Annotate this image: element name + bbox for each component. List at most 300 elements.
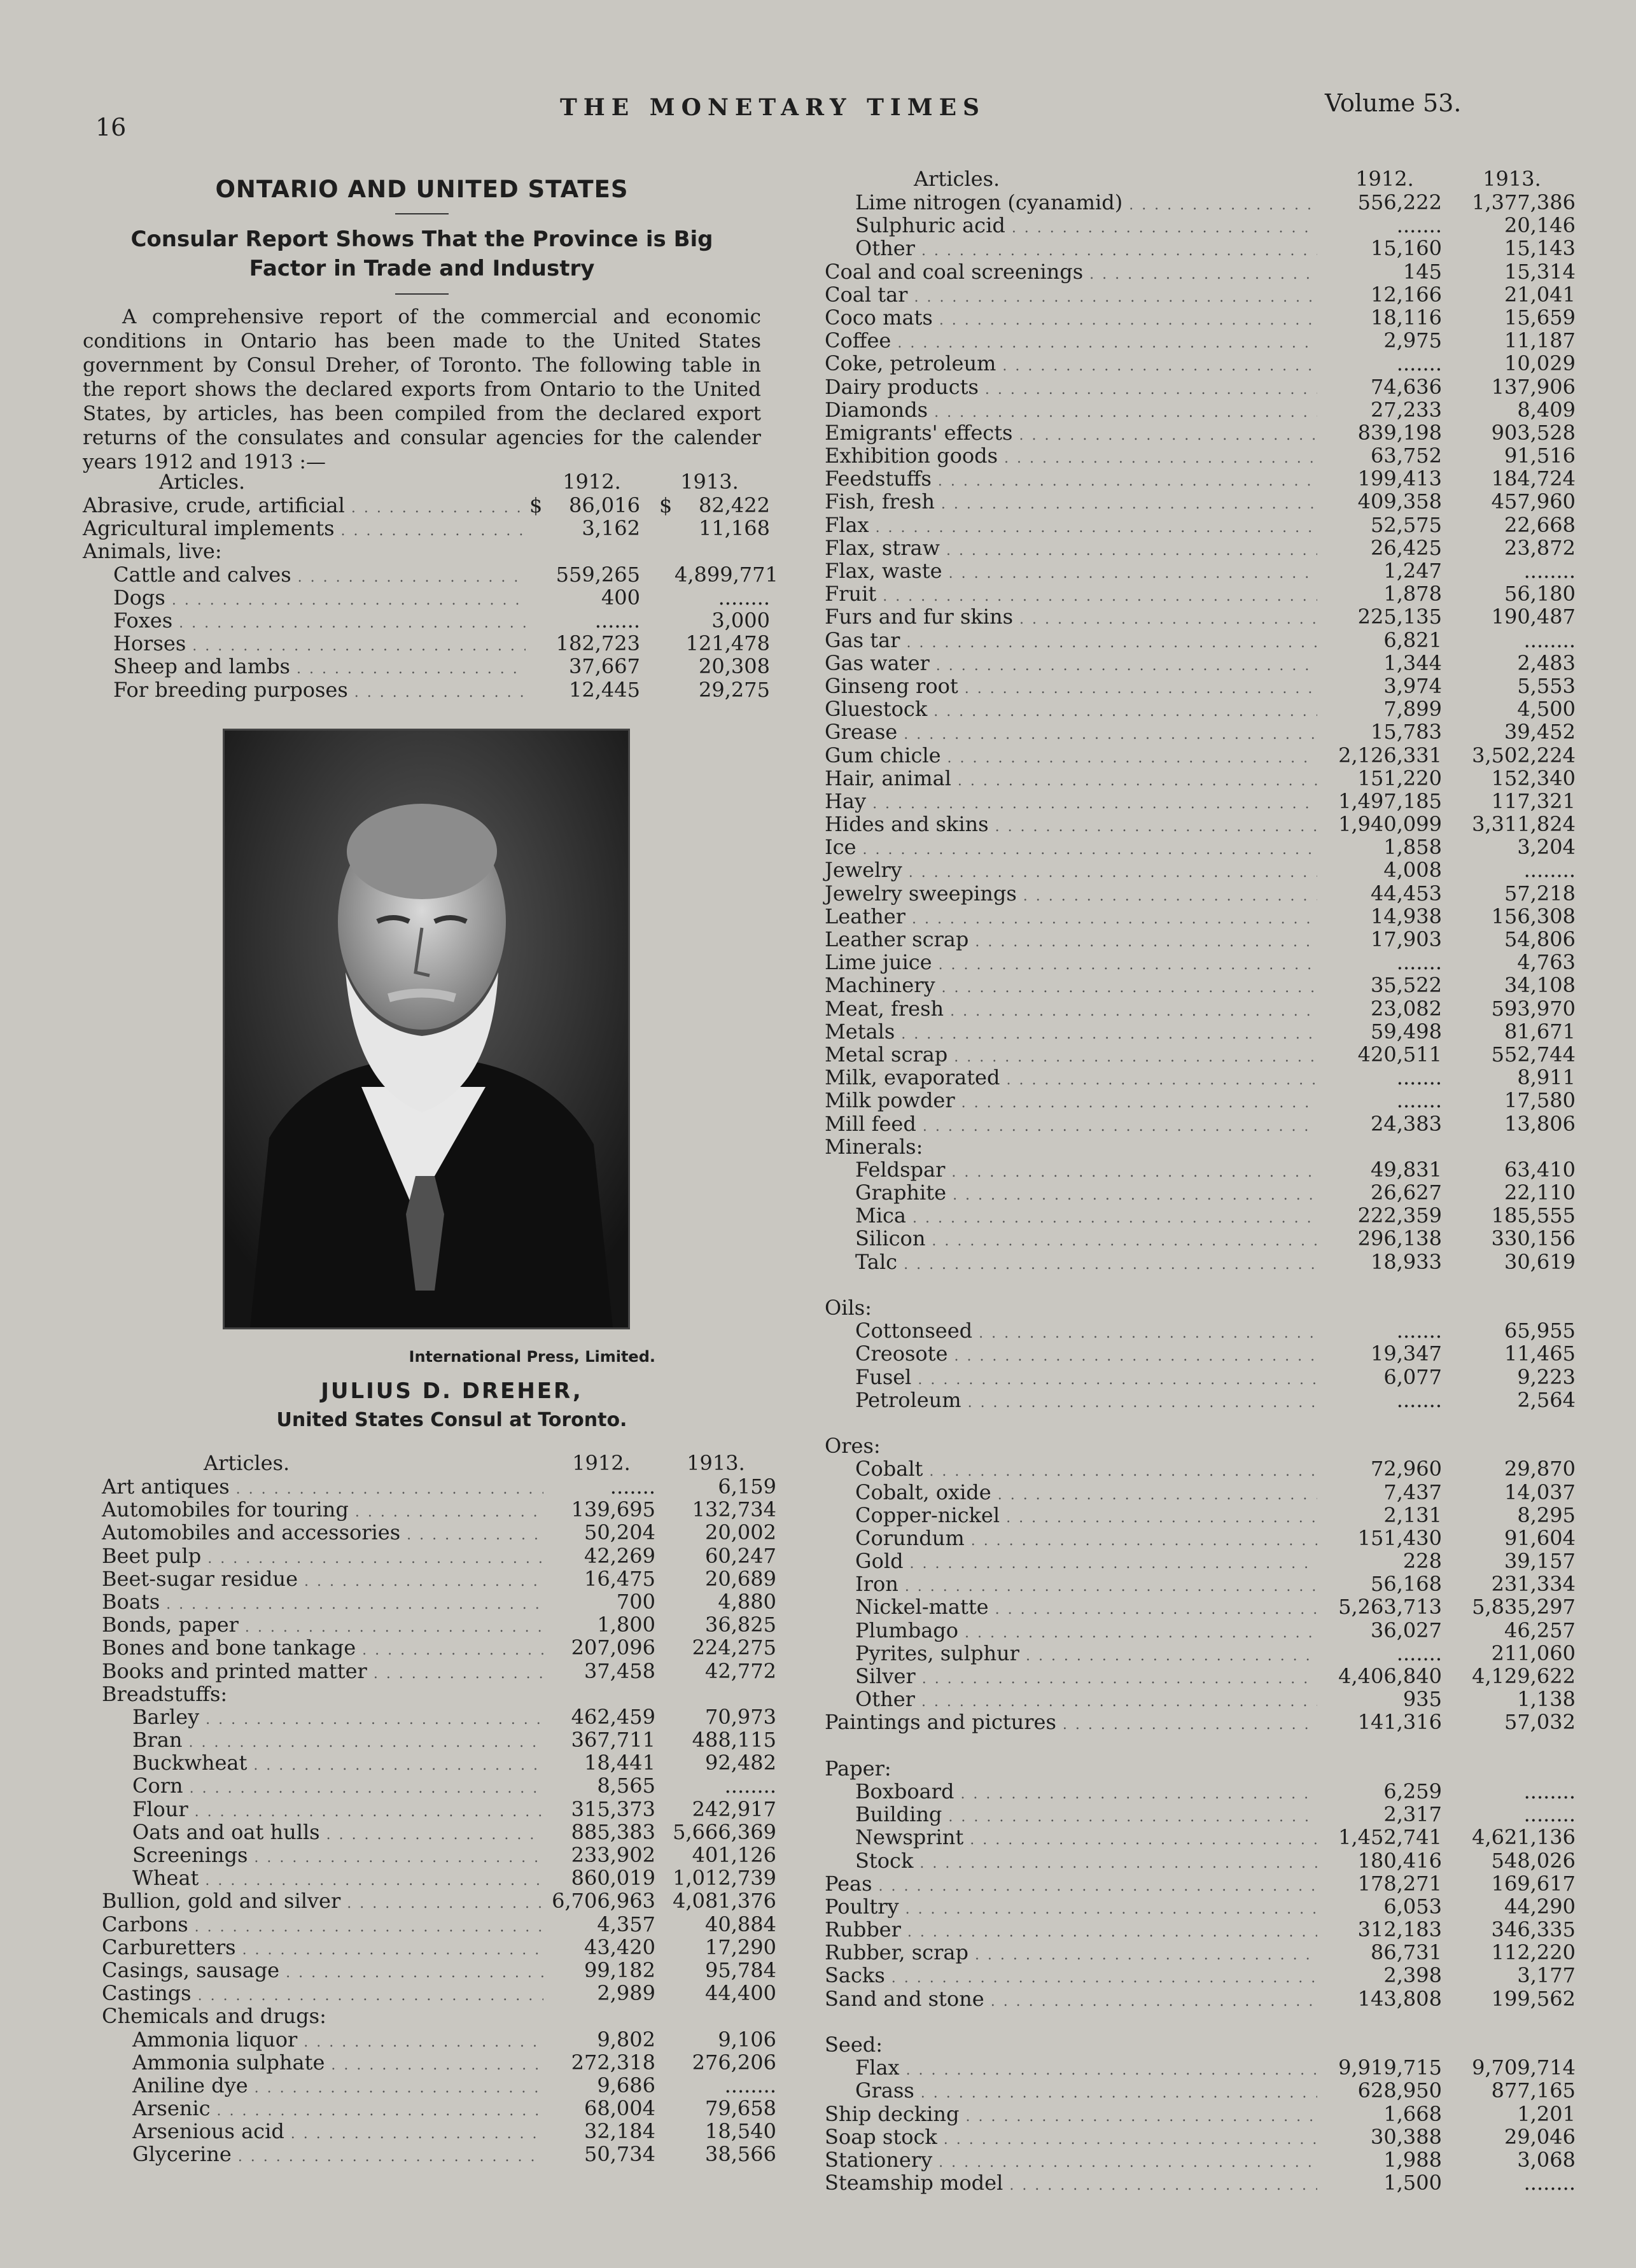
year-1912-header: 1912.	[563, 470, 621, 494]
value-1912: 27,233	[1371, 397, 1442, 422]
article-label: Jewelry	[825, 858, 902, 883]
leader-dots	[938, 470, 1317, 493]
value-1912: 151,220	[1357, 766, 1442, 790]
table-row	[825, 1389, 1576, 1411]
value-1912: 139,695	[571, 1497, 655, 1522]
article-label: Aniline dye	[132, 2073, 248, 2097]
article-label: Boxboard	[855, 1779, 954, 1803]
table-row	[83, 517, 770, 540]
article-label: Sacks	[825, 1963, 885, 1988]
value-1913: 11,465	[1504, 1341, 1576, 1366]
leader-dots	[975, 931, 1317, 954]
article-label: Dairy products	[825, 374, 979, 399]
leader-dots	[923, 1116, 1317, 1138]
table-row	[825, 1642, 1576, 1665]
value-1912: 8,565	[597, 1774, 655, 1798]
value-1913: 552,744	[1491, 1042, 1576, 1067]
leader-dots	[255, 2077, 543, 2100]
value-1913: 4,621,136	[1472, 1825, 1576, 1850]
leader-dots	[907, 1921, 1317, 1944]
value-1912: 63,752	[1371, 444, 1442, 468]
value-1912: 315,373	[571, 1796, 655, 1821]
divider	[395, 213, 449, 214]
article-label: Flax, straw	[825, 535, 940, 560]
leader-dots	[341, 520, 526, 543]
article-label: Ammonia liquor	[132, 2027, 298, 2052]
leader-dots	[954, 1046, 1317, 1069]
value-1913: 42,772	[705, 1658, 776, 1683]
value-1912: 17,903	[1371, 927, 1442, 951]
article-label: Automobiles for touring	[102, 1497, 349, 1522]
article-label: Flour	[132, 1796, 188, 1821]
leader-dots	[914, 286, 1317, 309]
table-row	[825, 1895, 1576, 1918]
table-row	[102, 2051, 776, 2074]
article-label: Machinery	[825, 973, 935, 998]
table-row	[83, 655, 770, 678]
leader-dots	[1009, 2174, 1317, 2197]
value-1913: ........	[1523, 858, 1576, 883]
table-row	[825, 928, 1576, 951]
exports-table-part1	[83, 470, 778, 702]
leader-dots	[921, 2082, 1317, 2105]
value-1913: 21,041	[1504, 282, 1576, 307]
article-label: Carbons	[102, 1912, 188, 1936]
value-1912: 143,808	[1357, 1986, 1442, 2011]
leader-dots	[912, 1207, 1317, 1230]
table-row	[825, 444, 1576, 467]
leader-dots	[960, 1783, 1317, 1806]
value-1912: 1,940,099	[1338, 812, 1442, 837]
value-1913: ........	[724, 2073, 776, 2097]
value-1913: ........	[724, 1774, 776, 1798]
value-1913: 9,106	[718, 2027, 776, 2052]
value-1912: 182,723	[556, 631, 640, 656]
article-label: Bullion, gold and silver	[102, 1889, 341, 1914]
leader-dots	[1129, 194, 1317, 217]
article-label: Corn	[132, 1774, 183, 1798]
leader-dots	[291, 2123, 543, 2146]
article-label: Casings, sausage	[102, 1957, 280, 1982]
leader-dots	[968, 1392, 1317, 1415]
leader-dots	[1004, 447, 1317, 470]
value-1912: 2,989	[597, 1981, 655, 2006]
value-1913: 13,806	[1504, 1111, 1576, 1136]
article-label: Emigrants' effects	[825, 420, 1013, 445]
value-1913: 10,029	[1504, 351, 1576, 376]
article-label: Corundum	[855, 1525, 965, 1550]
table-row	[825, 559, 1576, 582]
table-row	[825, 813, 1576, 836]
value-1913: 36,825	[705, 1613, 776, 1637]
article-label: Cottonseed	[855, 1319, 973, 1343]
value-1912: 52,575	[1371, 512, 1442, 537]
value-1913: 23,872	[1504, 535, 1576, 560]
article-label: Coffee	[825, 328, 891, 353]
value-1913: 184,724	[1491, 466, 1576, 491]
value-1912: 860,019	[571, 1866, 655, 1891]
leader-dots	[979, 1322, 1317, 1345]
article-label: Animals, live:	[83, 539, 222, 564]
article-label: Peas	[825, 1871, 872, 1896]
article-label: Gum chicle	[825, 743, 941, 767]
value-1913: 4,899,771	[675, 562, 778, 587]
article-label: Bran	[132, 1728, 183, 1753]
value-1912: 935	[1402, 1687, 1442, 1712]
table-row	[102, 1636, 776, 1659]
value-1912: 15,160	[1371, 236, 1442, 261]
value-1913: 156,308	[1491, 904, 1576, 928]
article-label: Castings	[102, 1981, 192, 2006]
value-1913: 137,906	[1491, 374, 1576, 399]
table-row	[102, 1866, 776, 1889]
article-label: Iron	[855, 1572, 898, 1597]
value-1913: 29,870	[1504, 1457, 1576, 1481]
table-row	[825, 1665, 1576, 1688]
value-1913: 3,177	[1517, 1963, 1576, 1988]
value-1912: 12,166	[1371, 282, 1442, 307]
value-1912: 18,441	[584, 1751, 655, 1775]
table-row	[825, 2010, 1576, 2033]
leader-dots	[351, 497, 526, 520]
volume-label: Volume 53.	[1325, 89, 1462, 117]
value-1912: 44,453	[1371, 881, 1442, 906]
table-row	[825, 1803, 1576, 1826]
value-1912: 6,821	[1383, 627, 1442, 652]
articles-column-header: Articles.	[159, 470, 246, 494]
article-label: Metals	[825, 1019, 895, 1044]
value-1913: 346,335	[1491, 1917, 1576, 1942]
table-row	[825, 858, 1576, 881]
value-1913: 70,973	[705, 1704, 776, 1729]
table-row	[825, 1872, 1576, 1895]
table-row	[825, 605, 1576, 628]
value-1912: 180,416	[1357, 1848, 1442, 1873]
article-label: Sulphuric acid	[855, 213, 1005, 238]
value-1912: 7,437	[1383, 1480, 1442, 1504]
leader-dots	[970, 1829, 1317, 1852]
value-1912: 1,800	[597, 1613, 655, 1637]
table-row	[825, 2033, 1576, 2056]
article-label: Diamonds	[825, 397, 928, 422]
article-label: Exhibition goods	[825, 444, 998, 468]
leader-dots	[932, 1230, 1317, 1253]
value-1913: 6,159	[718, 1474, 776, 1499]
table-row	[825, 1550, 1576, 1572]
value-1912: 199,413	[1357, 466, 1442, 491]
table-row	[825, 1734, 1576, 1757]
article-label: Oils:	[825, 1296, 872, 1320]
table-header	[102, 1451, 776, 1475]
article-intro: A comprehensive report of the commercial and economic conditions in Ontario has been made to the United States government by Consul Dreher, of Toronto. The following table in the report shows the declared exports from Ontario to the United States, by articles, has been compiled from the declared export returns of the consulates and consular agencies for the calender years 1912 and 1913 :—	[83, 305, 761, 473]
table-row	[102, 1913, 776, 1936]
value-1913: ........	[1523, 559, 1576, 583]
value-1913: 2,483	[1517, 650, 1576, 675]
value-1913: 903,528	[1491, 420, 1576, 445]
article-label: Books and printed matter	[102, 1658, 367, 1683]
article-label: Oats and oat hulls	[132, 1819, 320, 1844]
leader-dots	[195, 1916, 543, 1939]
value-1912: 145	[1402, 259, 1442, 284]
leader-dots	[326, 1824, 543, 1847]
leader-dots	[961, 1092, 1317, 1115]
value-1913: ........	[1523, 2171, 1576, 2195]
article-label: Leather	[825, 904, 905, 928]
value-1912: 5,263,713	[1338, 1595, 1442, 1620]
article-label: Building	[855, 1802, 942, 1827]
article-label: Meat, fresh	[825, 996, 944, 1021]
leader-dots	[995, 816, 1317, 839]
value-1913: 81,671	[1504, 1019, 1576, 1044]
article-label: Lime nitrogen (cyanamid)	[855, 190, 1123, 214]
leader-dots	[254, 1847, 543, 1870]
article-label: Arsenious acid	[132, 2119, 284, 2144]
leader-dots	[347, 1893, 543, 1915]
value-1912: 409,358	[1357, 489, 1442, 514]
value-1913: 20,308	[699, 654, 770, 679]
value-1912: 59,498	[1371, 1019, 1442, 1044]
table-row	[825, 1619, 1576, 1642]
table-row	[825, 1711, 1576, 1733]
leader-dots	[904, 1254, 1317, 1277]
value-1913: 4,081,376	[673, 1889, 776, 1914]
value-1912: 6,053	[1383, 1894, 1442, 1919]
value-1912: 222,359	[1357, 1203, 1442, 1228]
leader-dots	[912, 908, 1317, 931]
table-row	[825, 767, 1576, 790]
table-row	[825, 1273, 1576, 1296]
leader-dots	[995, 1599, 1317, 1621]
year-1912-header: 1912.	[1355, 167, 1414, 191]
value-1912: 367,711	[571, 1728, 655, 1753]
value-1912: 19,347	[1371, 1341, 1442, 1366]
table-row	[825, 1757, 1576, 1780]
table-row	[825, 836, 1576, 858]
article	[83, 176, 761, 474]
year-1913-header: 1913.	[687, 1451, 745, 1475]
article-label: Furs and fur skins	[825, 605, 1014, 629]
value-1913: 4,880	[718, 1589, 776, 1614]
table-row	[102, 1705, 776, 1728]
leader-dots	[1002, 355, 1317, 378]
value-1912: 18,933	[1371, 1249, 1442, 1274]
leader-dots	[985, 379, 1317, 402]
leader-dots	[941, 493, 1317, 516]
article-label: Rubber	[825, 1917, 901, 1942]
value-1912: 885,383	[571, 1819, 655, 1844]
value-1912: .......	[610, 1474, 655, 1499]
value-1912: 15,783	[1371, 720, 1442, 745]
article-label: Gluestock	[825, 697, 928, 722]
value-1912: 4,008	[1383, 858, 1442, 883]
value-1913: 199,562	[1491, 1986, 1576, 2011]
table-row	[825, 2056, 1576, 2079]
leader-dots	[286, 1962, 543, 1985]
value-1912: 4,357	[597, 1912, 655, 1936]
value-1912: .......	[1396, 1319, 1442, 1343]
value-1912: .......	[1396, 1065, 1442, 1090]
article-label: Plumbago	[855, 1618, 959, 1642]
table-row	[102, 1590, 776, 1613]
currency-sign: $	[529, 493, 543, 517]
article-label: Beet-sugar residue	[102, 1566, 298, 1591]
table-row	[825, 398, 1576, 421]
table-row	[102, 1889, 776, 1912]
table-row	[825, 582, 1576, 605]
value-1913: 242,917	[692, 1796, 776, 1821]
table-row	[102, 1844, 776, 1866]
value-1912: 228	[1402, 1549, 1442, 1574]
leader-dots	[951, 1161, 1317, 1184]
table-row	[825, 536, 1576, 559]
article-label: Graphite	[855, 1180, 947, 1205]
table-row	[83, 678, 770, 701]
value-1912: 50,204	[584, 1520, 655, 1545]
table-row	[825, 1457, 1576, 1480]
article-label: Sand and stone	[825, 1986, 984, 2011]
value-1913: 91,516	[1504, 444, 1576, 468]
article-label: Grease	[825, 720, 898, 745]
table-row	[825, 1250, 1576, 1273]
table-row	[102, 1544, 776, 1567]
leader-dots	[904, 724, 1317, 746]
table-row	[825, 1066, 1576, 1089]
value-1913: 401,126	[692, 1843, 776, 1867]
value-1913: 211,060	[1491, 1641, 1576, 1665]
article-label: Automobiles and accessories	[102, 1520, 401, 1545]
article-label: Ores:	[825, 1434, 881, 1459]
table-row	[825, 375, 1576, 398]
table-row	[825, 306, 1576, 329]
table-row	[825, 652, 1576, 675]
leader-dots	[947, 747, 1317, 770]
leader-dots	[922, 1668, 1317, 1691]
article-label: Feldspar	[855, 1157, 946, 1182]
leader-dots	[1089, 263, 1317, 286]
value-1913: 92,482	[705, 1751, 776, 1775]
leader-dots	[238, 2146, 543, 2169]
article-label: Coal and coal screenings	[825, 259, 1084, 284]
table-row	[102, 1821, 776, 1844]
value-1913: 60,247	[705, 1543, 776, 1568]
value-1913: 5,666,369	[673, 1819, 776, 1844]
value-1913: 82,422	[699, 493, 770, 517]
table-body	[825, 191, 1576, 2194]
article-label: Cattle and calves	[113, 562, 291, 587]
table-row	[102, 1613, 776, 1636]
value-1912: 1,497,185	[1338, 788, 1442, 813]
photo-credit: International Press, Limited.	[409, 1348, 655, 1366]
value-1913: 8,295	[1517, 1502, 1576, 1527]
leader-dots	[944, 2129, 1317, 2152]
leader-dots	[1019, 608, 1317, 631]
value-1912: 272,318	[571, 2050, 655, 2075]
value-1912: 49,831	[1371, 1157, 1442, 1182]
table-row	[825, 1595, 1576, 1618]
article-label: Grass	[855, 2078, 914, 2103]
leader-dots	[946, 540, 1317, 563]
value-1913: 132,734	[692, 1497, 776, 1522]
table-row	[825, 1411, 1576, 1434]
article-label: Glycerine	[132, 2142, 232, 2167]
article-label: Nickel-matte	[855, 1595, 989, 1620]
table-header	[825, 167, 1576, 191]
value-1913: 169,617	[1491, 1871, 1576, 1896]
value-1912: 1,500	[1383, 2171, 1442, 2195]
article-label: Newsprint	[855, 1825, 964, 1850]
value-1912: 400	[601, 585, 640, 610]
article-label: Flax, waste	[825, 559, 942, 583]
table-row	[102, 2120, 776, 2143]
value-1912: 36,027	[1371, 1618, 1442, 1642]
article-label: Barley	[132, 1704, 200, 1729]
table-row	[825, 214, 1576, 237]
table-row	[825, 467, 1576, 490]
article-label: Other	[855, 236, 915, 261]
value-1913: 22,110	[1504, 1180, 1576, 1205]
value-1912: 207,096	[571, 1635, 655, 1660]
value-1913: 44,290	[1504, 1894, 1576, 1919]
leader-dots	[179, 612, 526, 635]
article-label: Rubber, scrap	[825, 1940, 968, 1965]
value-1913: 548,026	[1491, 1848, 1576, 1873]
article-label: Abrasive, crude, artificial	[83, 493, 345, 517]
table-row	[825, 1849, 1576, 1872]
table-row	[825, 1918, 1576, 1941]
value-1913: 593,970	[1491, 996, 1576, 1021]
table-row	[83, 609, 770, 632]
value-1912: .......	[594, 608, 640, 633]
value-1912: 6,259	[1383, 1779, 1442, 1803]
article-label: Coco mats	[825, 305, 933, 330]
table-row	[825, 2125, 1576, 2148]
leader-dots	[939, 309, 1317, 332]
table-row	[825, 1572, 1576, 1595]
article-label: Boats	[102, 1589, 160, 1614]
value-1913: 40,884	[705, 1912, 776, 1936]
value-1913: 39,157	[1504, 1549, 1576, 1574]
table-row	[83, 540, 770, 563]
value-1913: 3,311,824	[1472, 812, 1576, 837]
value-1913: 330,156	[1491, 1226, 1576, 1251]
value-1913: 8,409	[1517, 397, 1576, 422]
value-1913: 1,138	[1517, 1687, 1576, 1712]
leader-dots	[906, 632, 1317, 655]
table-row	[83, 494, 770, 517]
value-1913: 152,340	[1491, 766, 1576, 790]
article-label: Carburetters	[102, 1935, 236, 1959]
value-1913: 18,540	[705, 2119, 776, 2144]
article-label: Gas water	[825, 650, 930, 675]
value-1912: 1,858	[1383, 835, 1442, 860]
table-row	[102, 2074, 776, 2097]
value-1913: 1,201	[1517, 2101, 1576, 2126]
year-1913-header: 1913.	[680, 470, 739, 494]
table-row	[825, 191, 1576, 214]
value-1913: 57,218	[1504, 881, 1576, 906]
value-1912: 23,082	[1371, 996, 1442, 1021]
value-1913: 34,108	[1504, 973, 1576, 998]
table-row	[102, 2143, 776, 2166]
table-row	[102, 2005, 776, 2027]
value-1912: .......	[1396, 1387, 1442, 1412]
table-row	[825, 1158, 1576, 1181]
value-1913: 56,180	[1504, 582, 1576, 606]
table-row	[825, 2171, 1576, 2194]
value-1913: 8,911	[1517, 1065, 1576, 1090]
table-row	[825, 421, 1576, 444]
value-1912: 2,398	[1383, 1963, 1442, 1988]
